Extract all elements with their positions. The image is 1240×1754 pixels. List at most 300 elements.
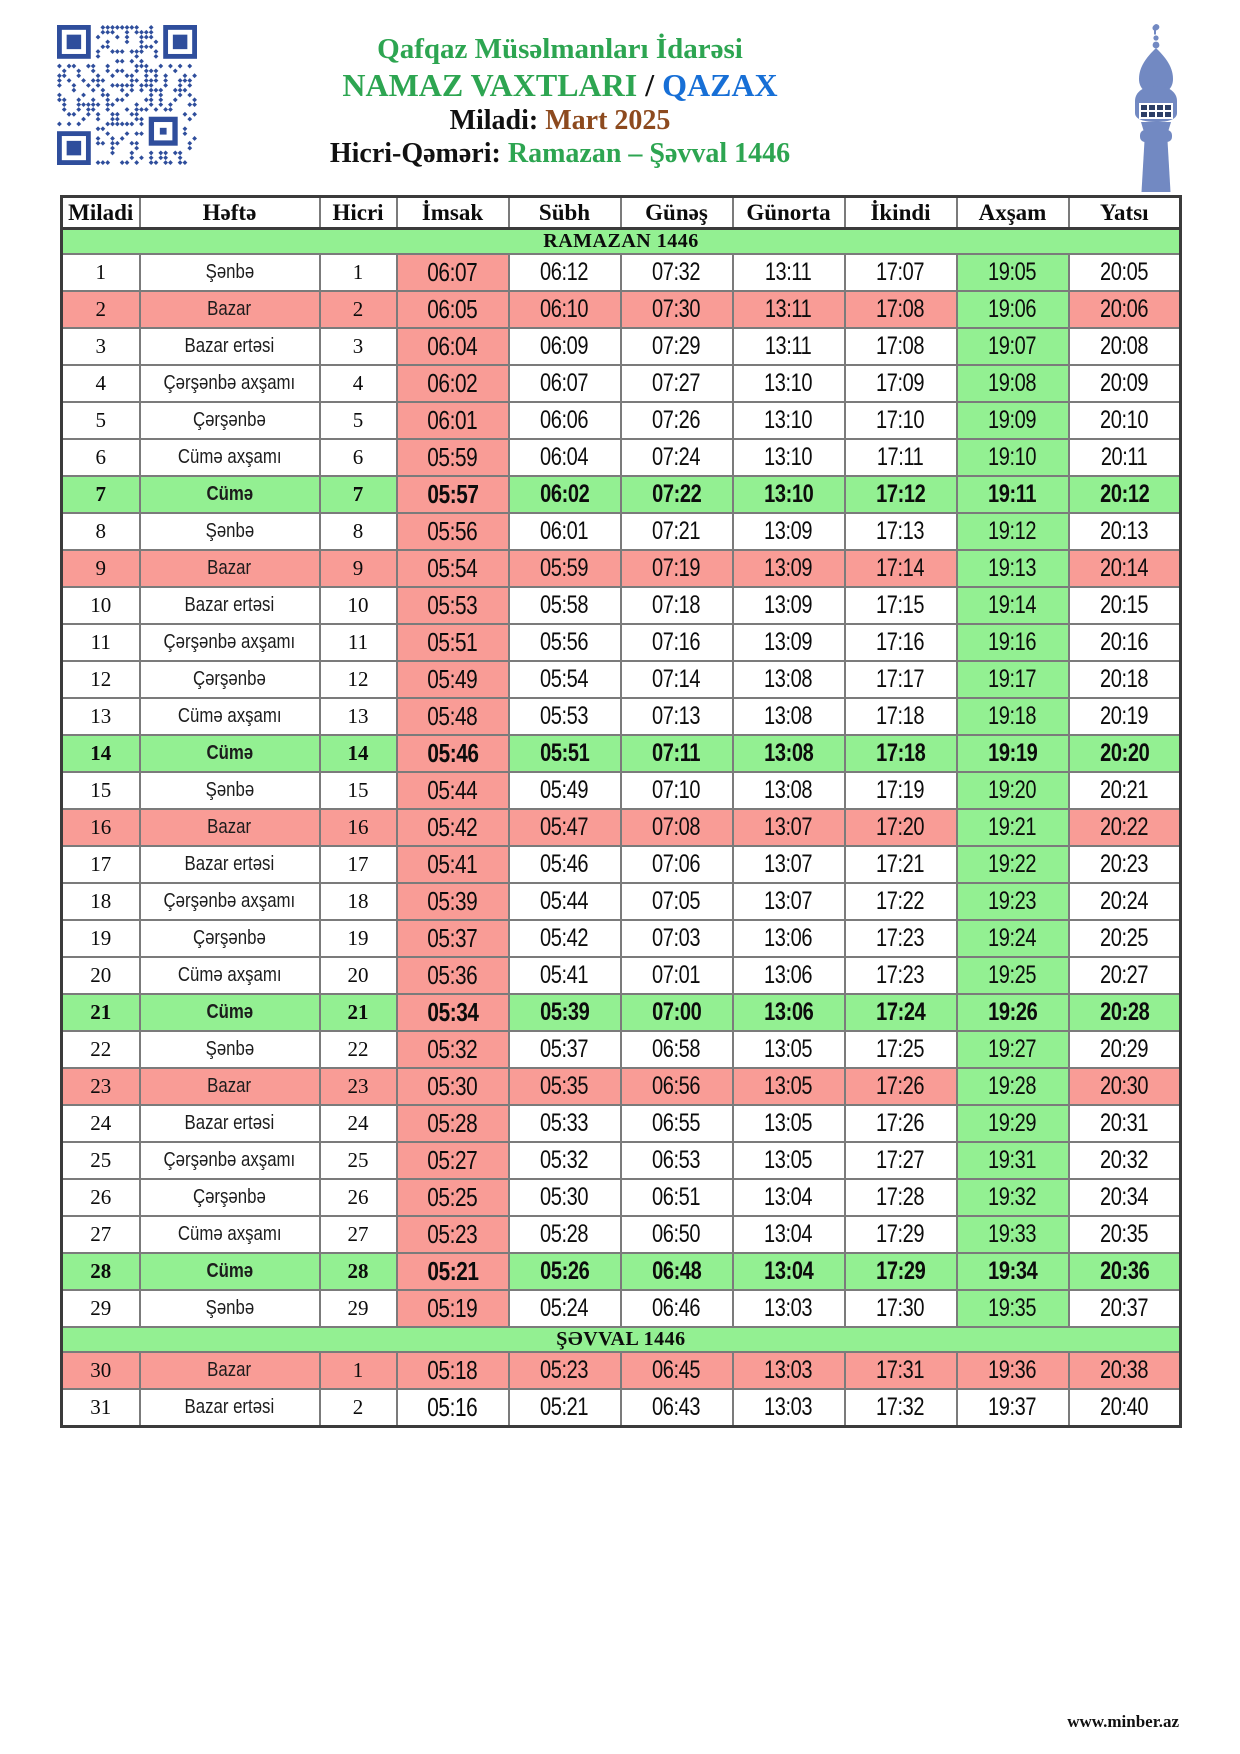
cell-gunorta [733,1105,845,1142]
cell-yatsi [1069,920,1181,957]
cell-gunes [621,439,733,476]
cell-subh [509,1253,621,1290]
cell-ikindi [845,883,957,920]
cell-miladi-value: 28 [90,1259,112,1283]
cell-gunorta [733,809,845,846]
cell-axsham [957,402,1069,439]
cell-yatsi [1069,513,1181,550]
cell-gunes [621,1142,733,1179]
prayer-row-15 [62,772,1181,809]
cell-axsham [957,365,1069,402]
cell-gunorta [733,587,845,624]
miladi-label: Miladi: [449,105,539,136]
cell-gunes [621,957,733,994]
cell-axsham-value: 19:25 [988,961,1037,989]
cell-hefte [140,328,320,365]
cell-axsham-value: 19:26 [987,998,1038,1026]
cell-gunes-value: 06:50 [652,1220,701,1248]
cell-gunorta [733,439,845,476]
cell-axsham [957,254,1069,291]
cell-imsak-value: 05:51 [427,627,478,657]
cell-subh-value: 05:35 [540,1072,589,1100]
cell-axsham-value: 19:35 [988,1294,1037,1322]
cell-subh-value: 05:37 [540,1035,589,1063]
cell-imsak-value: 05:37 [427,923,478,953]
cell-hicri [320,1290,397,1327]
cell-imsak [397,735,509,772]
website-link: www.minber.az [1067,1712,1179,1731]
cell-ikindi-value: 17:12 [875,480,926,508]
cell-hicri-value: 28 [347,1259,369,1283]
cell-hefte-value: Şənbə [205,520,254,542]
cell-subh [509,365,621,402]
cell-yatsi [1069,994,1181,1031]
cell-ikindi-value: 17:19 [876,776,925,804]
cell-miladi [62,883,140,920]
cell-axsham [957,698,1069,735]
cell-imsak-value: 05:27 [427,1145,478,1175]
cell-ikindi [845,476,957,513]
prayer-row-30 [62,1352,1181,1389]
cell-miladi [62,550,140,587]
cell-gunes [621,365,733,402]
cell-miladi [62,735,140,772]
cell-yatsi-value: 20:22 [1100,813,1149,841]
column-header-row [62,197,1181,229]
cell-gunes-value: 07:05 [652,887,701,915]
cell-axsham-value: 19:16 [988,628,1037,656]
cell-subh [509,439,621,476]
cell-hefte-value: Cümə axşamı [177,446,282,468]
cell-gunorta [733,254,845,291]
column-header-imsak: İmsak [397,197,509,229]
cell-subh [509,772,621,809]
document-header [0,32,1120,170]
cell-hefte-value: Çərşənbə [193,1186,266,1208]
cell-gunorta [733,920,845,957]
cell-hefte-value: Bazar ertəsi [184,1112,275,1134]
cell-hicri [320,1389,397,1426]
cell-miladi [62,1179,140,1216]
prayer-row-25 [62,1142,1181,1179]
cell-miladi [62,846,140,883]
column-header-hefte: Həftə [140,197,320,229]
cell-axsham-value: 19:23 [988,887,1037,915]
cell-ikindi [845,957,957,994]
cell-imsak-value: 06:01 [427,405,478,435]
cell-hefte [140,402,320,439]
cell-axsham [957,624,1069,661]
cell-miladi [62,809,140,846]
cell-subh [509,883,621,920]
cell-subh [509,809,621,846]
cell-gunorta-value: 13:10 [764,369,813,397]
cell-imsak-value: 05:21 [426,1256,479,1286]
cell-imsak [397,994,509,1031]
cell-gunes [621,1105,733,1142]
cell-ikindi [845,846,957,883]
cell-yatsi [1069,1290,1181,1327]
cell-imsak [397,1068,509,1105]
cell-ikindi [845,550,957,587]
title-separator: / [637,67,663,103]
cell-axsham [957,513,1069,550]
cell-subh-value: 05:23 [540,1356,589,1384]
cell-axsham-value: 19:27 [988,1035,1037,1063]
cell-ikindi-value: 17:26 [876,1072,925,1100]
cell-gunes [621,883,733,920]
cell-hefte-value: Çərşənbə [193,668,266,690]
cell-gunorta-value: 13:11 [765,258,812,286]
cell-miladi [62,1352,140,1389]
prayer-row-31 [62,1389,1181,1426]
section-label: RAMAZAN 1446 [62,229,1181,255]
cell-yatsi [1069,291,1181,328]
cell-ikindi [845,587,957,624]
cell-imsak-value: 05:46 [426,738,479,768]
cell-gunorta-value: 13:11 [765,295,812,323]
prayer-row-22 [62,1031,1181,1068]
cell-hefte-value: Şənbə [205,1297,254,1319]
cell-axsham [957,1142,1069,1179]
prayer-row-4 [62,365,1181,402]
cell-miladi [62,994,140,1031]
cell-hicri [320,661,397,698]
cell-imsak [397,291,509,328]
cell-ikindi-value: 17:17 [876,665,925,693]
cell-gunes [621,550,733,587]
cell-hefte-value: Cümə [206,742,253,764]
cell-ikindi [845,661,957,698]
cell-subh [509,254,621,291]
cell-subh-value: 05:39 [539,998,590,1026]
cell-imsak [397,1142,509,1179]
cell-miladi [62,328,140,365]
cell-miladi-value: 22 [90,1037,112,1061]
cell-gunorta-value: 13:08 [764,665,813,693]
cell-gunorta [733,661,845,698]
cell-gunorta-value: 13:04 [764,1220,813,1248]
cell-gunorta-value: 13:09 [764,517,813,545]
cell-gunorta-value: 13:07 [764,887,813,915]
cell-ikindi-value: 17:14 [876,554,925,582]
cell-hefte [140,957,320,994]
cell-miladi-value: 4 [95,371,106,395]
cell-subh-value: 05:26 [539,1257,590,1285]
minaret-shaft [1142,132,1171,192]
cell-gunes-value: 06:46 [652,1294,701,1322]
cell-ikindi [845,698,957,735]
cell-subh-value: 05:59 [540,554,589,582]
cell-imsak-value: 06:07 [427,257,478,287]
cell-gunes-value: 07:14 [652,665,701,693]
cell-yatsi-value: 20:12 [1099,480,1149,508]
cell-hefte-value: Şənbə [205,779,254,801]
cell-hefte-value: Bazar ertəsi [184,853,275,875]
column-header-ikindi: İkindi [845,197,957,229]
minaret-finial [1152,24,1159,35]
cell-gunes-value: 07:19 [652,554,701,582]
cell-hicri-value: 5 [352,408,364,432]
cell-ikindi-value: 17:21 [876,850,925,878]
cell-yatsi-value: 20:13 [1100,517,1149,545]
cell-axsham [957,809,1069,846]
cell-ikindi [845,1389,957,1426]
cell-hicri-value: 3 [352,334,364,358]
cell-hefte-value: Çərşənbə [193,409,266,431]
cell-imsak [397,365,509,402]
cell-axsham [957,957,1069,994]
minaret-tower-icon [1126,24,1186,192]
cell-hicri-value: 23 [347,1074,369,1098]
cell-imsak-value: 06:02 [427,368,478,398]
cell-miladi-value: 6 [95,445,106,469]
cell-miladi [62,513,140,550]
cell-gunorta [733,957,845,994]
cell-yatsi [1069,1216,1181,1253]
cell-hicri-value: 7 [352,482,364,506]
cell-hefte [140,1352,320,1389]
cell-yatsi-value: 20:37 [1100,1294,1149,1322]
cell-ikindi [845,920,957,957]
cell-hefte-value: Şənbə [205,261,254,283]
cell-hicri [320,476,397,513]
cell-miladi-value: 29 [90,1296,112,1320]
cell-gunorta [733,1216,845,1253]
cell-hefte [140,1031,320,1068]
cell-subh [509,1179,621,1216]
cell-imsak-value: 06:05 [427,294,478,324]
cell-miladi-value: 14 [90,741,112,765]
cell-hicri-value: 16 [347,815,369,839]
cell-imsak [397,661,509,698]
cell-hicri-value: 12 [347,667,369,691]
cell-subh-value: 05:58 [540,591,589,619]
cell-hefte-value: Cümə axşamı [177,1223,282,1245]
cell-hefte [140,291,320,328]
cell-subh-value: 05:47 [540,813,589,841]
column-header-yatsi: Yatsı [1069,197,1181,229]
cell-axsham-value: 19:37 [988,1392,1037,1421]
prayer-row-9 [62,550,1181,587]
cell-hicri-value: 24 [347,1111,369,1135]
cell-miladi [62,291,140,328]
prayer-row-10 [62,587,1181,624]
cell-miladi [62,365,140,402]
cell-hicri-value: 19 [347,926,369,950]
cell-imsak [397,1290,509,1327]
cell-subh-value: 06:10 [540,295,589,323]
prayer-row-11 [62,624,1181,661]
cell-yatsi-value: 20:06 [1100,295,1149,323]
cell-hicri [320,402,397,439]
cell-yatsi-value: 20:19 [1100,702,1149,730]
prayer-row-23 [62,1068,1181,1105]
city-name: QAZAX [662,67,778,103]
cell-axsham-value: 19:28 [988,1072,1037,1100]
cell-hefte [140,846,320,883]
cell-gunes [621,476,733,513]
cell-gunorta [733,328,845,365]
page-title [0,66,1120,104]
cell-gunorta-value: 13:05 [764,1035,813,1063]
cell-yatsi-value: 20:32 [1100,1146,1149,1174]
cell-imsak-value: 05:56 [427,516,478,546]
cell-hefte [140,365,320,402]
cell-axsham-value: 19:09 [988,406,1037,434]
cell-yatsi-value: 20:35 [1100,1220,1149,1248]
cell-gunorta-value: 13:11 [765,332,812,360]
cell-miladi [62,476,140,513]
cell-hicri-value: 11 [347,630,369,654]
cell-imsak [397,1216,509,1253]
cell-hefte [140,1179,320,1216]
cell-hicri [320,1068,397,1105]
cell-miladi [62,587,140,624]
cell-gunes-value: 07:29 [652,332,701,360]
cell-subh [509,513,621,550]
cell-hefte-value: Şənbə [205,1038,254,1060]
cell-yatsi [1069,1142,1181,1179]
cell-axsham [957,1068,1069,1105]
cell-ikindi-value: 17:08 [876,332,925,360]
cell-miladi-value: 19 [90,926,112,950]
cell-hefte [140,883,320,920]
cell-miladi [62,1216,140,1253]
cell-gunes-value: 07:30 [652,295,701,323]
cell-miladi [62,402,140,439]
cell-imsak-value: 05:18 [427,1355,478,1385]
cell-miladi [62,920,140,957]
cell-subh [509,328,621,365]
cell-imsak [397,920,509,957]
cell-ikindi-value: 17:11 [877,443,924,471]
cell-subh-value: 05:46 [540,850,589,878]
cell-hicri [320,365,397,402]
cell-subh [509,402,621,439]
cell-gunes [621,1179,733,1216]
cell-hefte [140,1105,320,1142]
cell-gunorta [733,883,845,920]
prayer-row-7 [62,476,1181,513]
cell-gunorta-value: 13:04 [763,1257,814,1285]
section-label: ŞƏVVAL 1446 [62,1327,1181,1352]
cell-miladi-value: 23 [90,1074,112,1098]
cell-gunes-value: 07:06 [652,850,701,878]
cell-miladi-value: 8 [95,519,106,543]
cell-axsham [957,920,1069,957]
cell-hefte-value: Çərşənbə axşamı [163,890,296,912]
cell-ikindi [845,1179,957,1216]
cell-yatsi [1069,1031,1181,1068]
cell-ikindi-value: 17:28 [876,1183,925,1211]
cell-miladi-value: 15 [90,778,112,802]
cell-axsham [957,1216,1069,1253]
cell-hefte [140,1068,320,1105]
cell-hicri [320,550,397,587]
cell-subh [509,920,621,957]
cell-subh-value: 06:06 [540,406,589,434]
cell-yatsi [1069,254,1181,291]
cell-miladi-value: 27 [90,1222,112,1246]
cell-gunorta-value: 13:07 [764,850,813,878]
cell-subh [509,1105,621,1142]
cell-miladi-value: 24 [90,1111,112,1135]
cell-subh-value: 06:07 [540,369,589,397]
cell-yatsi-value: 20:27 [1100,961,1149,989]
cell-hicri-value: 4 [352,371,364,395]
prayer-row-1 [62,254,1181,291]
cell-axsham-value: 19:17 [988,665,1037,693]
cell-subh-value: 05:49 [540,776,589,804]
cell-ikindi-value: 17:23 [876,924,925,952]
cell-subh-value: 05:54 [540,665,589,693]
cell-hicri [320,1031,397,1068]
cell-subh-value: 05:44 [540,887,589,915]
cell-gunorta [733,1253,845,1290]
cell-ikindi [845,772,957,809]
cell-axsham [957,1253,1069,1290]
cell-ikindi-value: 17:31 [876,1356,925,1384]
cell-axsham [957,883,1069,920]
cell-yatsi [1069,402,1181,439]
cell-yatsi [1069,698,1181,735]
cell-gunes-value: 07:10 [652,776,701,804]
cell-yatsi-value: 20:21 [1100,776,1149,804]
cell-ikindi [845,1142,957,1179]
cell-hefte [140,809,320,846]
cell-ikindi-value: 17:13 [876,517,925,545]
cell-yatsi-value: 20:23 [1100,850,1149,878]
cell-gunorta [733,365,845,402]
cell-ikindi [845,1290,957,1327]
cell-hefte [140,735,320,772]
cell-gunes [621,254,733,291]
cell-gunes-value: 07:16 [652,628,701,656]
cell-yatsi [1069,439,1181,476]
cell-hicri-value: 15 [347,778,369,802]
cell-hicri-value: 22 [347,1037,369,1061]
cell-ikindi-value: 17:22 [876,887,925,915]
cell-gunes [621,1389,733,1426]
cell-hicri [320,328,397,365]
cell-hicri [320,809,397,846]
cell-hefte-value: Çərşənbə axşamı [163,372,296,394]
cell-hicri [320,772,397,809]
cell-hefte-value: Cümə axşamı [177,705,282,727]
cell-gunes-value: 06:43 [652,1392,701,1421]
cell-yatsi-value: 20:16 [1100,628,1149,656]
cell-hicri [320,1179,397,1216]
cell-ikindi-value: 17:29 [875,1257,926,1285]
cell-gunes-value: 07:32 [652,258,701,286]
cell-gunes [621,1216,733,1253]
cell-hicri [320,1142,397,1179]
cell-subh-value: 05:56 [540,628,589,656]
cell-hicri-value: 2 [352,297,364,321]
cell-gunorta [733,402,845,439]
cell-gunorta-value: 13:10 [764,443,813,471]
cell-hefte [140,661,320,698]
cell-axsham-value: 19:14 [988,591,1037,619]
cell-gunorta [733,624,845,661]
cell-gunes-value: 06:55 [652,1109,701,1137]
cell-imsak [397,846,509,883]
cell-subh-value: 06:09 [540,332,589,360]
cell-imsak-value: 05:28 [427,1108,478,1138]
cell-imsak [397,772,509,809]
cell-imsak-value: 06:04 [427,331,478,361]
